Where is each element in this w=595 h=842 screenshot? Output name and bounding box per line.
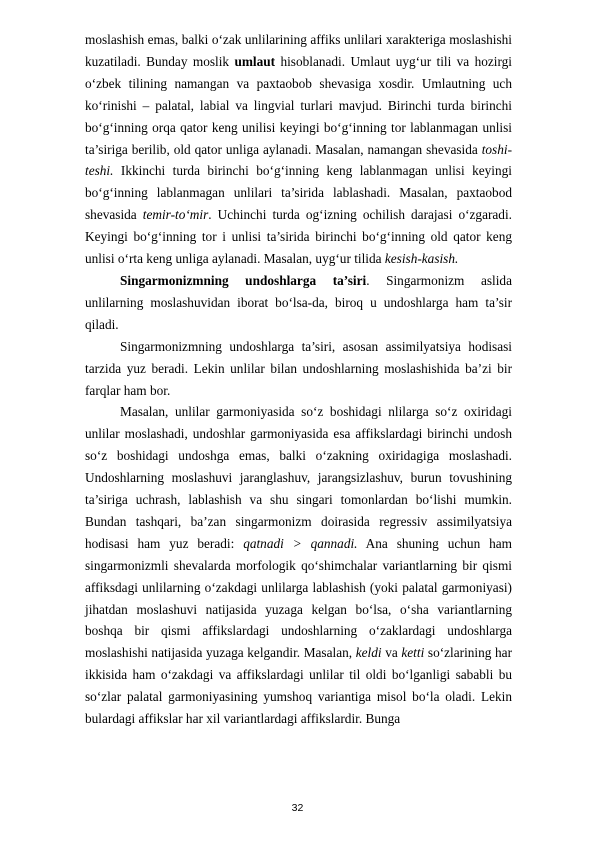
text-run: . Uchinchi turda og‘izning ochilish darajasi o‘zgaradi. Keyingi bo‘g‘inning tor i unlisi ta’sirida birinchi bo‘g‘inning old qator keng unlisi o‘rta keng unliga aylanadi. Masalan, uyg‘ur tilida bbox=[85, 207, 512, 267]
italic-example: toshi-teshi. bbox=[85, 141, 512, 179]
paragraph-assimilation bbox=[85, 336, 512, 402]
text-run: Singarmonizmning undoshlarga ta’siri, asosan assimilyatsiya hodisasi tarzida yuz beradi. Lekin unlilar bilan undoshlarning moslashishida ba’zi bir farqlar ham bor. bbox=[85, 338, 512, 398]
italic-example: qatnadi > qannadi. bbox=[243, 535, 358, 551]
text-run: Ikkinchi turda birinchi bo‘g‘inning keng lablanmagan unlisi keyingi bo‘g‘inning lablanmagan unlilari ta’sirida lablashadi. Masalan, paxtaobod shevasida bbox=[85, 163, 512, 223]
bold-term: umlaut bbox=[234, 53, 276, 69]
page-number: 32 bbox=[291, 802, 304, 814]
italic-example: temir-to‘mir bbox=[142, 207, 209, 223]
paragraph-consonant-influence-heading bbox=[85, 270, 512, 336]
text-run: moslashish emas, balki o‘zak unlilarining affiks unlilari xarakteriga moslashishi kuzatiladi. Bunday moslik bbox=[85, 32, 512, 69]
text-run: so‘zlarining har ikkisida ham o‘zakdagi va affikslardagi unlilar til oldi bo‘lganligi sababli bu so‘zlar palatal garmoniyasining yumshoq variantiga misol bo‘la oladi. Lekin bulardagi affikslar har xil variantlardagi affikslardir. Bunga bbox=[85, 645, 513, 727]
paragraph-umlaut bbox=[85, 29, 512, 270]
text-run: Masalan, unlilar garmoniyasida so‘z boshidagi nlilarga so‘z oxiridagi unlilar moslashadi, undoshlar garmoniyasida esa affikslardagi birinchi undosh so‘z boshidagi undoshga emas, balki o‘zakning oxiridagiga moslashadi. Undoshlarning moslashuvi jaranglashuv, jarangsizlashuv, burun tovushining ta’siriga uchrash, lablashish va shu singari tomonlardan bo‘lishi mumkin. Bundan tashqari, ba’zan singarmonizm doirasida regressiv assimilyatsiya hodisasi ham yuz beradi: bbox=[85, 404, 512, 551]
italic-example: keldi bbox=[355, 645, 382, 661]
document-body bbox=[85, 29, 512, 730]
text-run: va bbox=[381, 645, 402, 661]
italic-example: kesish-kasish. bbox=[384, 251, 459, 267]
italic-example: ketti bbox=[401, 645, 425, 661]
text-run: . Singarmonizm aslida unlilarning moslashuvidan iborat bo‘lsa-da, biroq u undoshlarga ham ta’sir qiladi. bbox=[85, 272, 512, 332]
text-run: Ana shuning uchun ham singarmonizmli shevalarda morfologik qo‘shimchalar variantlarning bir qismi affiksdagi unlilarning o‘zakdagi unlilarga lablashish (yoki palatal garmoniyasi) jihatdan moslashuvi natijasida yuzaga kelgan bo‘lsa, o‘sha variantlarning boshqa bir qismi affikslardagi undoshlarning o‘zaklardagi undoshlarga moslashishi natijasida yuzaga kelgandir. Masalan, bbox=[85, 535, 513, 661]
paragraph-consonant-harmony bbox=[85, 401, 512, 730]
text-run: hisoblanadi. Umlaut uyg‘ur tili va hozirgi o‘zbek tilining namangan va paxtaobob shevasiga xosdir. Umlautning uch ko‘rinishi – palatal, labial va lingvial turlari mavjud. Birinchi turda birinchi bo‘g‘inning orqa qator keng unilisi keyingi bo‘g‘inning tor lablanmagan unlisi ta’siriga berilib, old qator unliga aylanadi. Masalan, namangan shevasida bbox=[85, 53, 512, 157]
bold-term: Singarmonizmning undoshlarga ta’siri bbox=[120, 272, 367, 288]
